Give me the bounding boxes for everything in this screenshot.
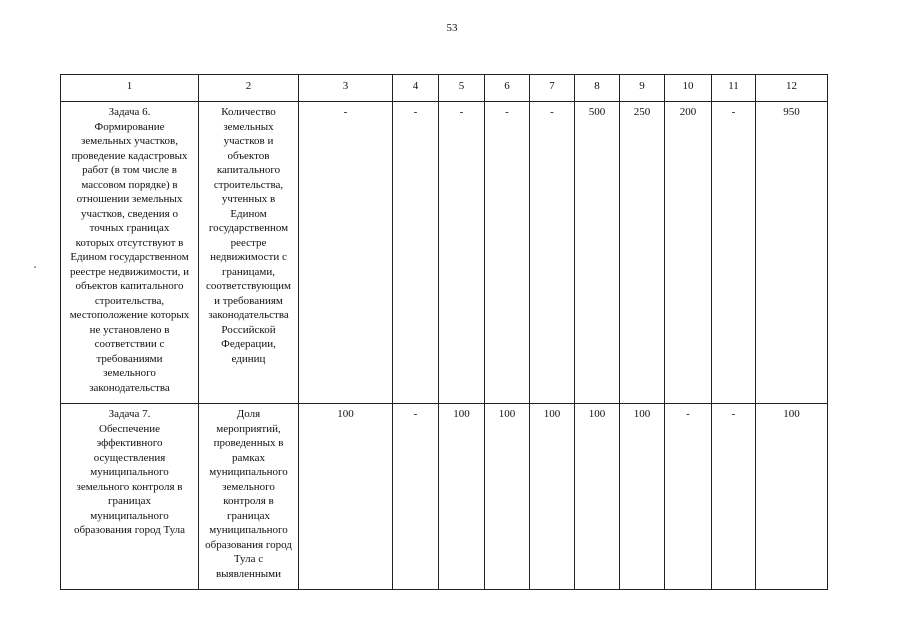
header-cell: 2	[199, 75, 299, 102]
indicator-cell: Доля мероприятий, проведенных в рамках муниципального земельного контроля в границах муниципального образования город Тула с выявленными	[199, 404, 299, 590]
value-cell: -	[485, 102, 530, 404]
value-cell: -	[665, 404, 712, 590]
value-cell: 950	[756, 102, 828, 404]
header-cell: 1	[61, 75, 199, 102]
task-cell: Задача 7. Обеспечение эффективного осуществления муниципального земельного контроля в границах муниципального образования город Тула	[61, 404, 199, 590]
value-cell: 100	[620, 404, 665, 590]
task-cell: Задача 6. Формирование земельных участков, проведение кадастровых работ (в том числе в массовом порядке) в отношении земельных участков, сведения о точных границах которых отсутствуют в Едином государственном реестре недвижимости, и объектов капитального строительства, местоположение которых не установлено в соответствии с требованиями земельного законодательства	[61, 102, 199, 404]
table-row	[61, 102, 828, 404]
header-cell: 8	[575, 75, 620, 102]
value-cell: 100	[575, 404, 620, 590]
header-cell: 4	[393, 75, 439, 102]
value-cell: -	[530, 102, 575, 404]
indicators-table	[60, 74, 828, 590]
value-cell: 100	[530, 404, 575, 590]
indicator-cell: Количество земельных участков и объектов капитального строительства, учтенных в Едином государственном реестре недвижимости с границами, соответствующим и требованиям законодательства Российской Федерации, единиц	[199, 102, 299, 404]
page-number: 53	[446, 22, 458, 34]
header-cell: 3	[299, 75, 393, 102]
value-cell: 100	[299, 404, 393, 590]
value-cell: -	[439, 102, 485, 404]
value-cell: 250	[620, 102, 665, 404]
header-cell: 7	[530, 75, 575, 102]
value-cell: 100	[756, 404, 828, 590]
header-row	[61, 75, 828, 102]
value-cell: 200	[665, 102, 712, 404]
value-cell: -	[299, 102, 393, 404]
value-cell: 100	[485, 404, 530, 590]
header-cell: 6	[485, 75, 530, 102]
header-cell: 12	[756, 75, 828, 102]
header-cell: 10	[665, 75, 712, 102]
value-cell: 100	[439, 404, 485, 590]
value-cell: -	[712, 102, 756, 404]
table-row	[61, 404, 828, 590]
scan-dot	[34, 266, 36, 268]
value-cell: -	[712, 404, 756, 590]
value-cell: 500	[575, 102, 620, 404]
header-cell: 5	[439, 75, 485, 102]
value-cell: -	[393, 102, 439, 404]
header-cell: 9	[620, 75, 665, 102]
header-cell: 11	[712, 75, 756, 102]
value-cell: -	[393, 404, 439, 590]
